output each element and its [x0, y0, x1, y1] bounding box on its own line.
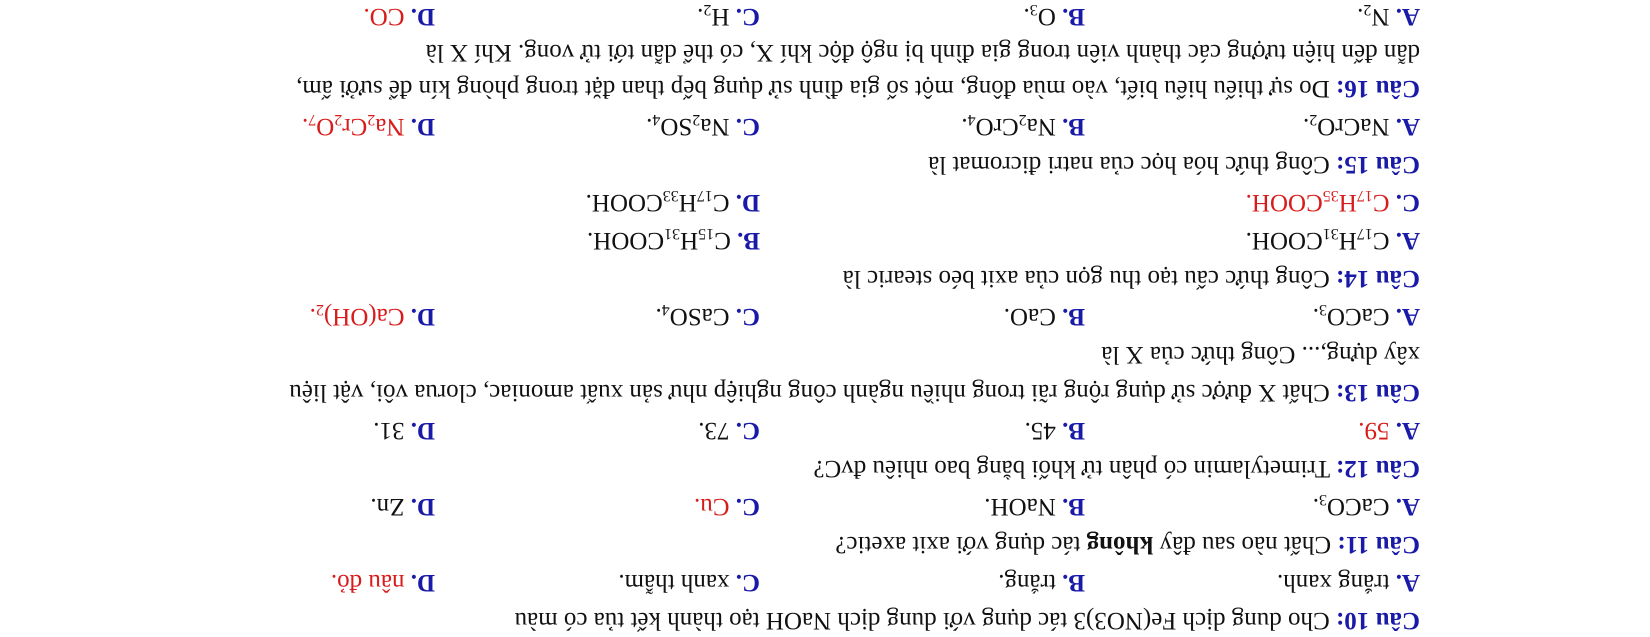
question-text: Chất nào sau đây	[1159, 531, 1332, 558]
option-a[interactable]: A. NaCrO$_2$.	[1302, 111, 1420, 140]
option-a[interactable]: A. trắng xanh.	[1276, 569, 1420, 596]
option-c-correct[interactable]: C. Cu.	[694, 493, 760, 520]
question-text: Công thức cấu tạo thu gọn của axit béo stearic là	[842, 265, 1330, 292]
question-13-stem-line1	[180, 375, 1420, 409]
option-c[interactable]: C. 73.	[698, 417, 760, 444]
option-d-correct[interactable]: D. CO.	[363, 3, 435, 30]
question-text: Do sự thiếu hiểu biết, vào mùa đông, một số gia đình sử dụng bếp than đặt trong phòng kín để sưởi ấm,	[296, 75, 1330, 102]
question-16-stem-line2	[180, 35, 1420, 69]
question-text: Trimetylamin có phân tử khối bằng bao nhiêu đvC?	[813, 455, 1331, 482]
option-d-correct[interactable]: D. $Ca(OH)_2$.	[309, 301, 435, 330]
question-12-stem	[180, 451, 1420, 485]
option-b[interactable]: B. $Na_2CrO_4$.	[961, 111, 1085, 140]
question-11-stem	[180, 527, 1420, 561]
question-text: Chất X được sử dụng rộng rãi trong nhiều ngành công nghiệp như sản xuất amoniac, clorua vôi, vật liệu	[289, 379, 1330, 406]
option-c[interactable]: C. $H_2$.	[697, 1, 760, 30]
question-13-stem-line2	[180, 337, 1420, 371]
option-d-correct[interactable]: D. nâu đỏ.	[330, 569, 435, 596]
question-14-stem	[180, 261, 1420, 295]
option-a[interactable]: A. $C_{17}H_{31}COOH$.	[1245, 225, 1420, 254]
question-label: Câu 16:	[1335, 75, 1420, 102]
option-a-correct[interactable]: A. 59.	[1358, 417, 1420, 444]
option-c[interactable]: C. $Na_2SO_4$.	[646, 111, 760, 140]
option-a[interactable]: A. $N_2$.	[1357, 1, 1420, 30]
question-text: Cho dung dịch Fe(NO3)3 tác dụng với dung dịch NaOH tạo thành kết tủa có màu	[514, 607, 1330, 634]
question-10-options	[180, 565, 1420, 599]
option-d-correct[interactable]: D. $Na_2Cr_2O_7$.	[301, 111, 435, 140]
question-10-stem	[180, 603, 1420, 637]
question-text: dẫn đến hiện tượng các thành viên trong gia đình bị ngộ độc khí X, có thể dẫn tới tử vong. Khí X là	[425, 39, 1420, 66]
option-b[interactable]: B. trắng.	[998, 569, 1085, 596]
option-b[interactable]: B. 45.	[1024, 417, 1085, 444]
option-a[interactable]: A. CaCO$_3$.	[1312, 491, 1420, 520]
option-d[interactable]: D. 31.	[373, 417, 435, 444]
question-text: tác dụng với axit axetic?	[835, 531, 1081, 558]
option-c-correct[interactable]: C. $C_{17}H_{35}COOH$.	[1245, 187, 1420, 216]
question-text: Công thức hóa học của natri đicromat là	[928, 151, 1330, 178]
option-d[interactable]: D. Zn.	[370, 493, 435, 520]
option-a[interactable]: A. CaCO$_3$.	[1312, 301, 1420, 330]
option-c[interactable]: C. xanh thẫm.	[618, 569, 760, 596]
question-15-options	[180, 109, 1420, 143]
question-emphasis: không	[1086, 531, 1154, 558]
option-b[interactable]: B. CaO.	[1003, 303, 1085, 330]
option-d[interactable]: D. $C_{17}H_{33}COOH$.	[585, 187, 760, 216]
question-label: Câu 14:	[1335, 265, 1420, 292]
option-b[interactable]: B. $C_{15}H_{31}COOH$.	[586, 225, 760, 254]
question-label: Câu 15:	[1335, 151, 1420, 178]
question-13-options	[180, 299, 1420, 333]
question-label: Câu 13:	[1335, 379, 1420, 406]
question-15-stem	[180, 147, 1420, 181]
question-14-options-row2	[180, 185, 1420, 219]
option-b[interactable]: B. $O_3$.	[1023, 1, 1085, 30]
question-14-options-row1	[180, 223, 1420, 257]
question-16-options	[180, 0, 1420, 33]
question-11-options	[180, 489, 1420, 523]
option-b[interactable]: B. NaOH.	[984, 493, 1085, 520]
option-c[interactable]: C. CaSO$_4$.	[655, 301, 760, 330]
question-text: xây dựng,... Công thức của X là	[1101, 341, 1420, 368]
question-16-stem-line1	[180, 71, 1420, 105]
question-label: Câu 10:	[1335, 607, 1420, 634]
question-12-options	[180, 413, 1420, 447]
question-label: Câu 12:	[1335, 455, 1420, 482]
question-label: Câu 11:	[1337, 531, 1420, 558]
